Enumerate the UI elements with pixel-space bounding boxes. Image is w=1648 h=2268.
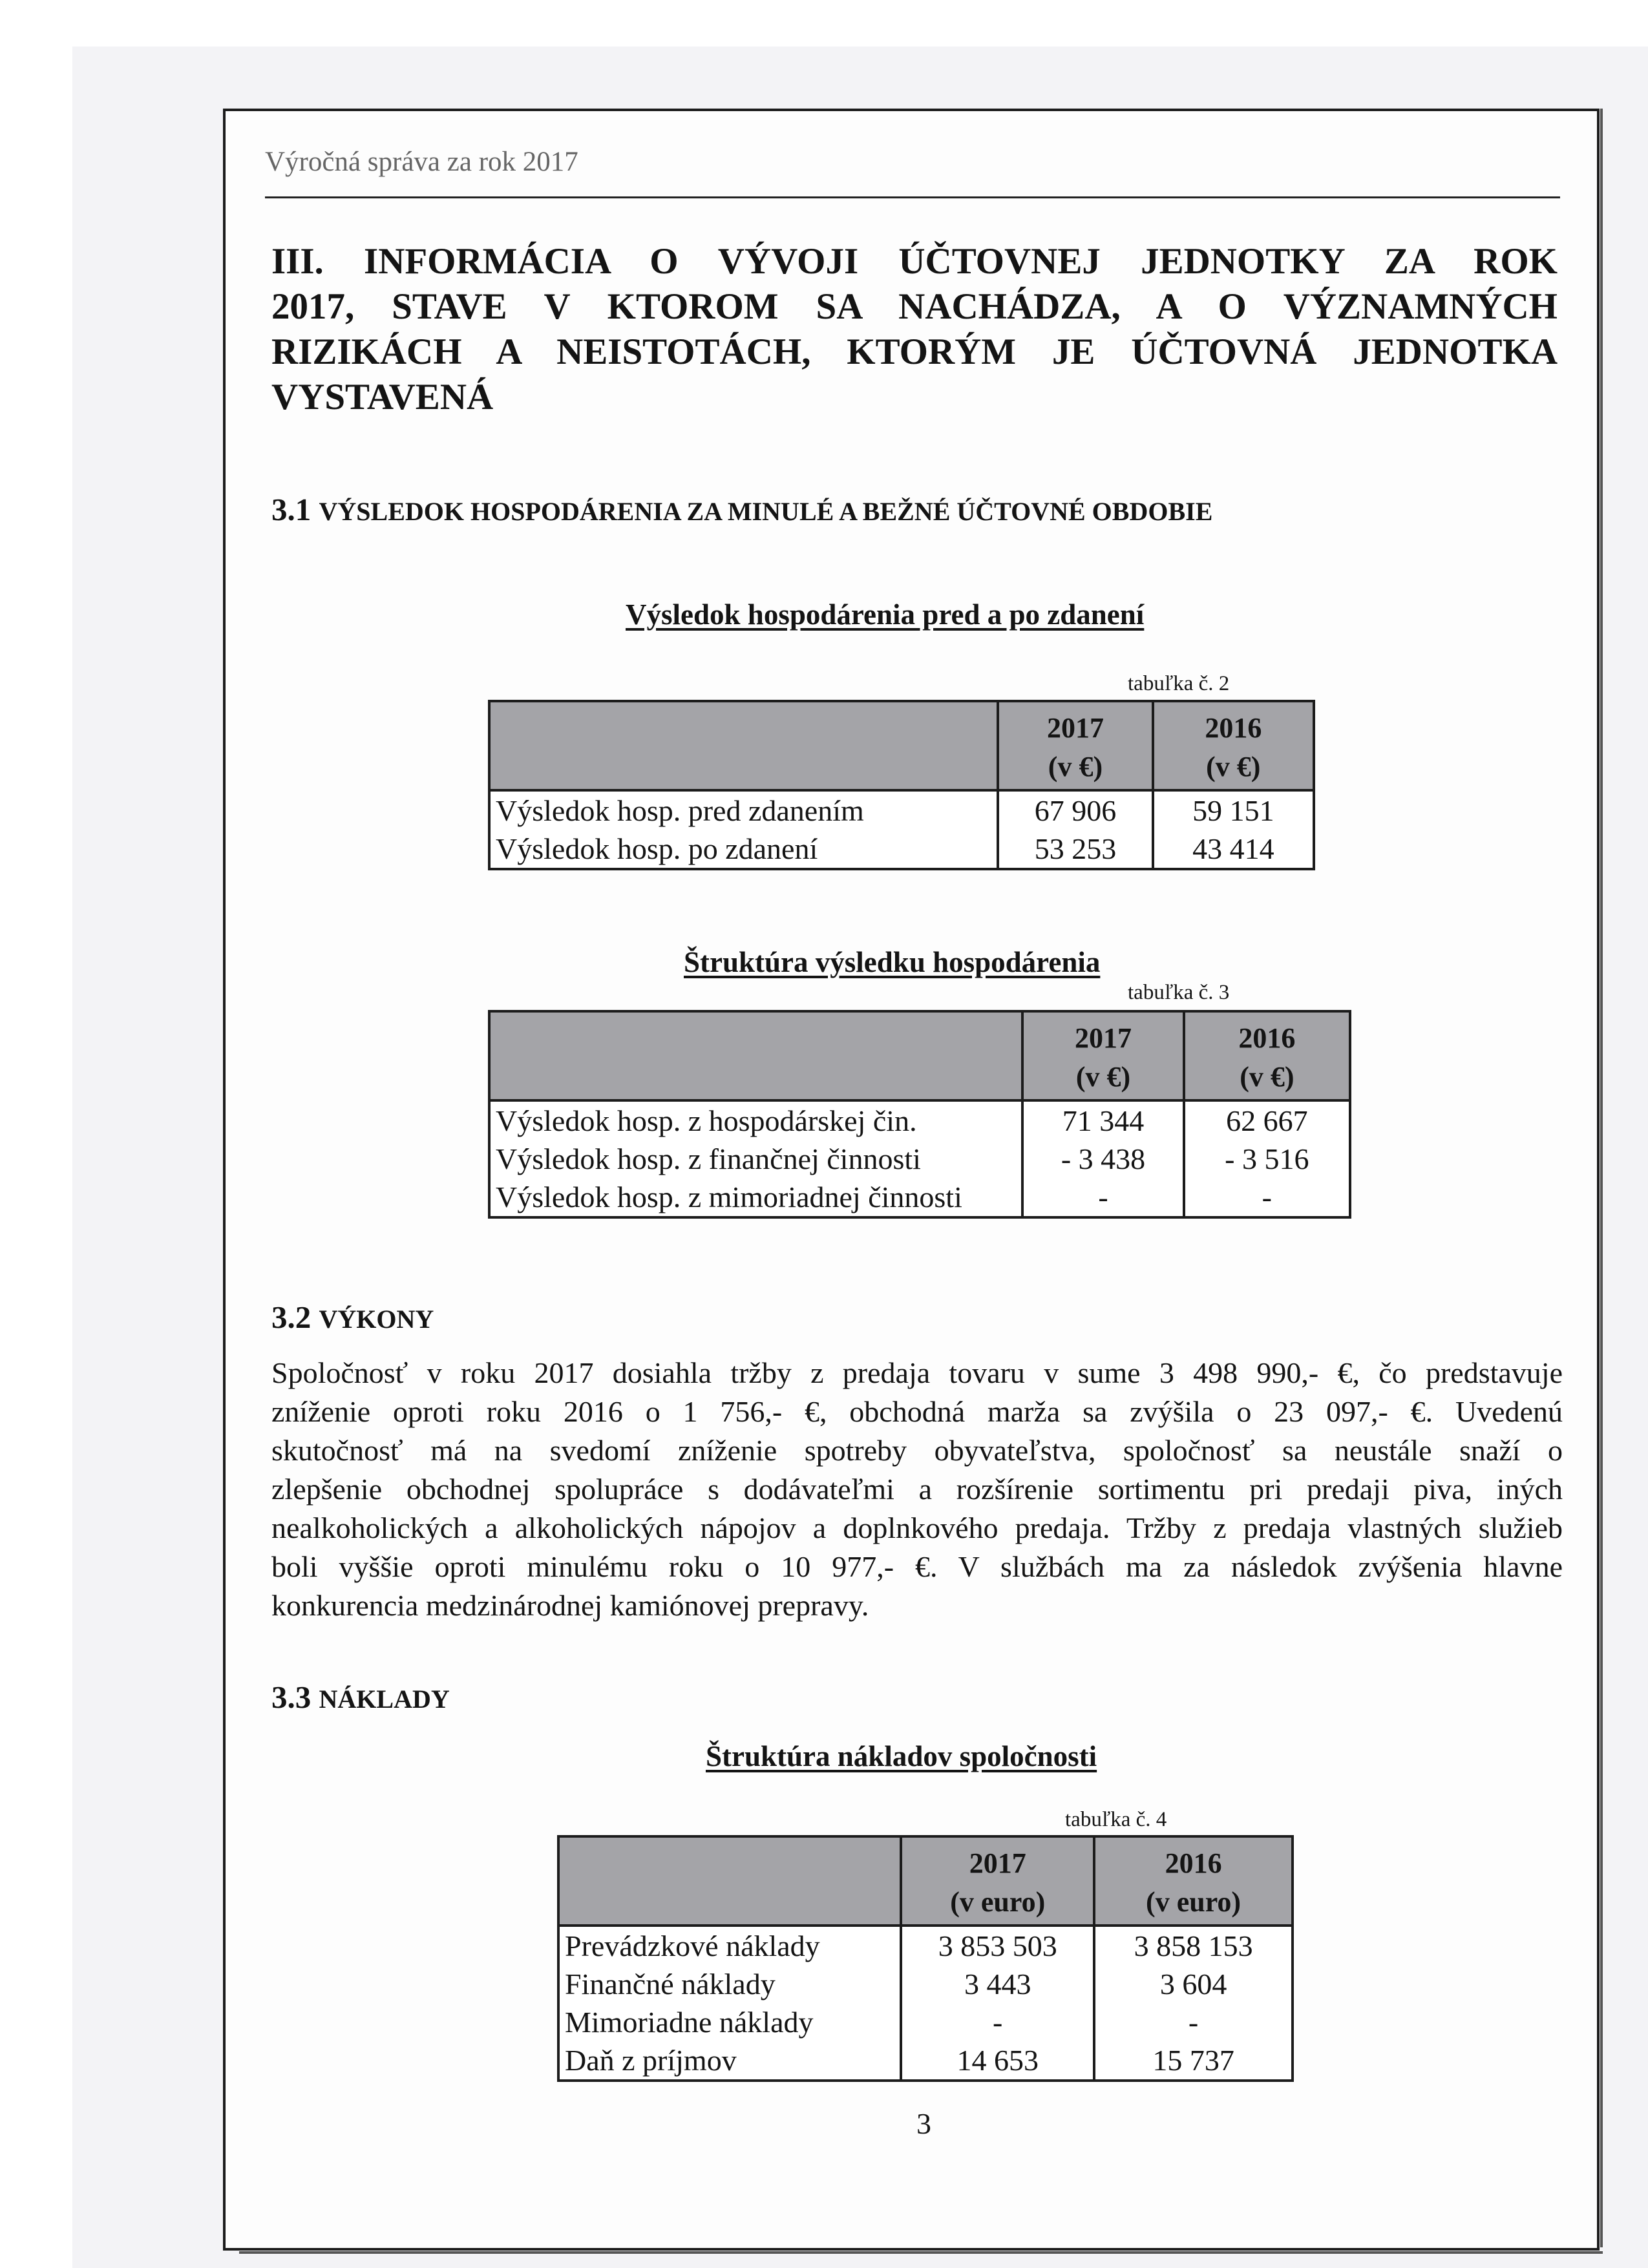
paragraph-line: skutočnosť má na svedomí zníženie spotreby obyvateľstva, spoločnosť sa neustále snaží o <box>271 1434 1563 1467</box>
chapter-title-line: III. INFORMÁCIA O VÝVOJI ÚČTOVNEJ JEDNOTKY ZA ROK <box>271 241 1558 282</box>
frame-shadow-bottom <box>239 2251 1603 2254</box>
paragraph-line: zníženie oproti roku 2016 o 1 756,- €, obchodná marža sa zvýšila o 23 097,- €. Uvedenú <box>271 1395 1563 1428</box>
row-label: Výsledok hosp. z finančnej činnosti <box>489 1140 1022 1178</box>
section-number: 3.3 <box>271 1679 312 1715</box>
row-label: Výsledok hosp. z mimoriadnej činnosti <box>489 1178 1022 1217</box>
section-3-2-heading <box>271 1299 434 1336</box>
table-row <box>489 1140 1350 1178</box>
table-row <box>558 2003 1293 2041</box>
cell-2016: - <box>1184 1178 1350 1217</box>
table-3-title: Štruktúra výsledku hospodárenia <box>684 946 1101 978</box>
paragraph-line: nealkoholických a alkoholických nápojov a doplnkového predaja. Tržby z predaja vlastných služieb <box>271 1511 1563 1544</box>
frame-shadow-right <box>1600 109 1603 2247</box>
table-2 <box>488 700 1315 870</box>
table-3-note: tabuľka č. 3 <box>1128 981 1230 1004</box>
section-3-3-heading <box>271 1679 450 1716</box>
section-title: NÁKLADY <box>319 1685 450 1714</box>
column-header: 2016 (v €) <box>1184 1011 1350 1100</box>
table-row <box>489 1178 1350 1217</box>
page-number: 3 <box>916 2107 931 2140</box>
table-4 <box>557 1835 1294 2082</box>
cell-2016: - 3 516 <box>1184 1140 1350 1178</box>
chapter-title-line: RIZIKÁCH A NEISTOTÁCH, KTORÝM JE ÚČTOVNÁ JEDNOTKA <box>271 331 1558 372</box>
row-label: Výsledok hosp. z hospodárskej čin. <box>489 1100 1022 1140</box>
cell-2017: 14 653 <box>901 2041 1094 2081</box>
chapter-title <box>271 239 1558 420</box>
row-label: Finančné náklady <box>558 1965 901 2003</box>
section-number: 3.2 <box>271 1299 312 1335</box>
table-4-title: Štruktúra nákladov spoločnosti <box>706 1740 1097 1772</box>
chapter-title-line: VYSTAVENÁ <box>271 377 494 417</box>
table-header-row <box>489 1011 1350 1100</box>
cell-2017: - 3 438 <box>1022 1140 1183 1178</box>
row-label: Mimoriadne náklady <box>558 2003 901 2041</box>
section-title: VÝSLEDOK HOSPODÁRENIA ZA MINULÉ A BEŽNÉ ÚČTOVNÉ OBDOBIE <box>319 497 1213 526</box>
cell-2017: 67 906 <box>998 790 1152 830</box>
table-header-row <box>558 1836 1293 1926</box>
row-label: Daň z príjmov <box>558 2041 901 2081</box>
paragraph-line: boli vyššie oproti minulému roku o 10 977,- €. V službách ma za následok zvýšenia hlavne <box>271 1550 1563 1583</box>
section-3-2-paragraph <box>271 1354 1563 1625</box>
table-row <box>558 1965 1293 2003</box>
column-header: 2017 (v €) <box>1022 1011 1183 1100</box>
header-rule <box>265 196 1560 198</box>
table-row <box>558 1926 1293 1965</box>
paragraph-line: Spoločnosť v roku 2017 dosiahla tržby z predaja tovaru v sume 3 498 990,- €, čo predstavuje <box>271 1356 1563 1389</box>
row-label: Výsledok hosp. po zdanení <box>489 830 998 869</box>
section-3-1-heading <box>271 491 1212 528</box>
running-header: Výročná správa za rok 2017 <box>265 147 578 177</box>
table-2-title: Výsledok hospodárenia pred a po zdanení <box>626 598 1145 631</box>
cell-2016: 3 604 <box>1094 1965 1293 2003</box>
cell-2017: 71 344 <box>1022 1100 1183 1140</box>
cell-2016: - <box>1094 2003 1293 2041</box>
cell-2017: - <box>1022 1178 1183 1217</box>
table-header-blank <box>558 1836 901 1926</box>
section-title: VÝKONY <box>319 1305 434 1334</box>
table-row <box>489 830 1314 869</box>
paragraph-line: zlepšenie obchodnej spolupráce s dodávateľmi a rozšírenie sortimentu pri predaji piva, iných <box>271 1473 1563 1506</box>
column-header: 2016 (v euro) <box>1094 1836 1293 1926</box>
table-header-row <box>489 701 1314 790</box>
chapter-title-line: 2017, STAVE V KTOROM SA NACHÁDZA, A O VÝZNAMNÝCH <box>271 286 1558 327</box>
paragraph-line: konkurencia medzinárodnej kamiónovej prepravy. <box>271 1589 869 1622</box>
cell-2016: 59 151 <box>1153 790 1314 830</box>
row-label: Výsledok hosp. pred zdanením <box>489 790 998 830</box>
table-4-note: tabuľka č. 4 <box>1065 1808 1167 1831</box>
table-header-blank <box>489 1011 1022 1100</box>
row-label: Prevádzkové náklady <box>558 1926 901 1965</box>
table-row <box>558 2041 1293 2081</box>
table-header-blank <box>489 701 998 790</box>
column-header: 2016 (v €) <box>1153 701 1314 790</box>
table-row <box>489 1100 1350 1140</box>
cell-2017: 53 253 <box>998 830 1152 869</box>
table-3 <box>488 1010 1351 1219</box>
cell-2016: 15 737 <box>1094 2041 1293 2081</box>
cell-2017: 3 443 <box>901 1965 1094 2003</box>
cell-2017: - <box>901 2003 1094 2041</box>
table-row <box>489 790 1314 830</box>
cell-2016: 43 414 <box>1153 830 1314 869</box>
table-2-note: tabuľka č. 2 <box>1128 672 1230 695</box>
cell-2016: 3 858 153 <box>1094 1926 1293 1965</box>
section-number: 3.1 <box>271 492 312 527</box>
cell-2016: 62 667 <box>1184 1100 1350 1140</box>
cell-2017: 3 853 503 <box>901 1926 1094 1965</box>
column-header: 2017 (v euro) <box>901 1836 1094 1926</box>
column-header: 2017 (v €) <box>998 701 1152 790</box>
